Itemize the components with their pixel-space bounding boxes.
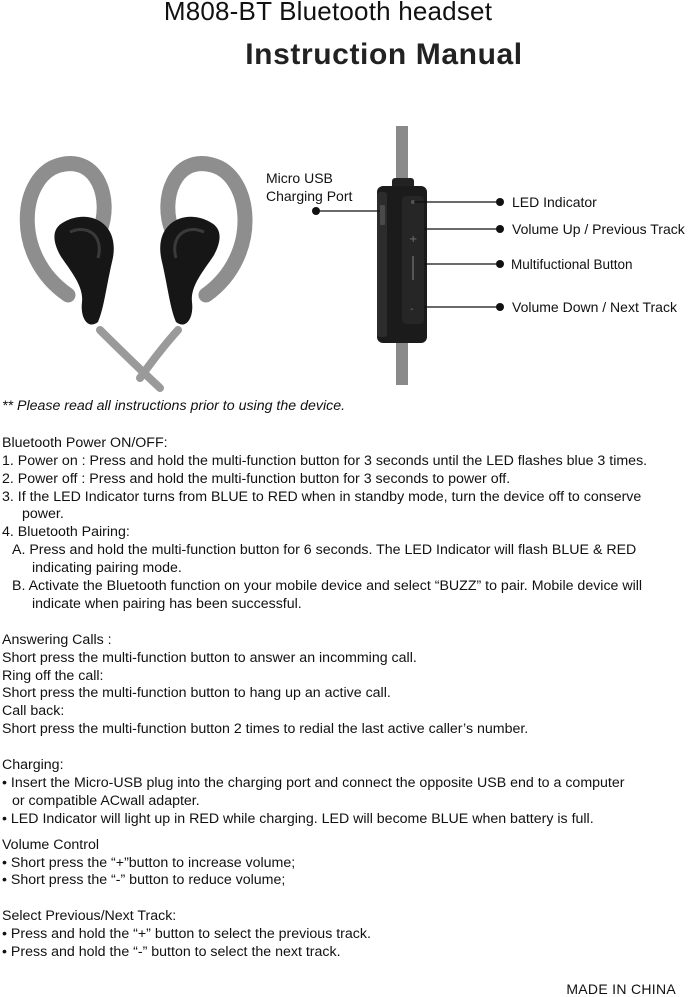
pairing-a-line1: A. Press and hold the multi-function button for 6 seconds. The LED Indicator will flash BLUE & RED xyxy=(12,542,637,559)
power-item-1: 1. Power on : Press and hold the multi-function button for 3 seconds until the LED flashes blue 3 times. xyxy=(2,452,648,469)
charging-bullet-1: • Insert the Micro-USB plug into the charging port and connect the opposite USB end to a computer xyxy=(2,775,625,792)
made-in-label: MADE IN CHINA xyxy=(566,981,676,997)
leader-led-dot xyxy=(496,198,504,206)
product-diagram xyxy=(0,0,696,395)
power-item-3-cont: power. xyxy=(22,506,64,523)
calls-answer: Short press the multi-function button to answer an incomming call. xyxy=(2,649,417,666)
leader-vol-up-dot xyxy=(496,225,504,233)
calls-callback-heading: Call back: xyxy=(2,703,65,720)
power-item-3: 3. If the LED Indicator turns from BLUE to RED when in standby mode, turn the device off to conserve xyxy=(2,488,642,505)
right-earbud xyxy=(160,217,219,325)
micro-usb-port xyxy=(380,205,385,225)
plus-symbol: + xyxy=(409,234,418,245)
minus-symbol: - xyxy=(410,304,414,315)
pairing-heading: 4. Bluetooth Pairing: xyxy=(2,524,130,541)
main-cable-bottom xyxy=(396,340,408,385)
charging-heading: Charging: xyxy=(2,757,64,774)
leader-usb-dot xyxy=(312,207,320,215)
leader-vol-down-dot xyxy=(496,303,504,311)
pairing-b-line1: B. Activate the Bluetooth function on your mobile device and select “BUZZ” to pair. Mobile device will xyxy=(12,578,643,595)
calls-hangup: Short press the multi-function button to hang up an active call. xyxy=(2,685,391,702)
calls-ringoff-heading: Ring off the call: xyxy=(2,667,104,684)
callout-vol-up: Volume Up / Previous Track xyxy=(512,221,685,237)
notice-text: ** Please read all instructions prior to using the device. xyxy=(2,398,346,414)
main-cable-top xyxy=(396,126,408,186)
volume-heading: Volume Control xyxy=(2,836,99,853)
callout-led: LED Indicator xyxy=(512,194,597,210)
power-item-2: 2. Power off : Press and hold the multi-function button for 3 seconds to power off. xyxy=(2,470,511,487)
document-title: M808-BT Bluetooth headset xyxy=(163,0,493,26)
pairing-a-line2: indicating pairing mode. xyxy=(32,560,182,577)
callout-usb-line2: Charging Port xyxy=(266,188,353,204)
document-subtitle: Instruction Manual xyxy=(245,38,523,71)
track-bullet-2: • Press and hold the “-” button to select the next track. xyxy=(2,944,341,961)
calls-redial: Short press the multi-function button 2 times to redial the last active caller’s number. xyxy=(2,721,529,738)
calls-heading: Answering Calls : xyxy=(2,631,112,648)
callout-multi: Multifuctional Button xyxy=(511,257,633,272)
charging-bullet-2: • LED Indicator will light up in RED while charging. LED will become BLUE when battery is full. xyxy=(2,810,594,827)
power-heading: Bluetooth Power ON/OFF: xyxy=(2,434,168,451)
instructions-body xyxy=(2,398,694,962)
callout-usb-line1: Micro USB xyxy=(266,170,333,186)
callout-vol-down: Volume Down / Next Track xyxy=(512,299,677,315)
left-earbud xyxy=(54,217,113,325)
volume-bullet-1: • Short press the “+”button to increase volume; xyxy=(2,854,296,871)
track-heading: Select Previous/Next Track: xyxy=(2,908,177,925)
track-bullet-1: • Press and hold the “+” button to select the previous track. xyxy=(2,926,371,943)
pairing-b-line2: indicate when pairing has been successful. xyxy=(32,595,302,612)
right-cable xyxy=(140,330,178,378)
volume-bullet-2: • Short press the “-” button to reduce volume; xyxy=(2,872,286,889)
leader-multi-dot xyxy=(496,260,504,268)
charging-bullet-1-cont: or compatible ACwall adapter. xyxy=(12,792,200,809)
